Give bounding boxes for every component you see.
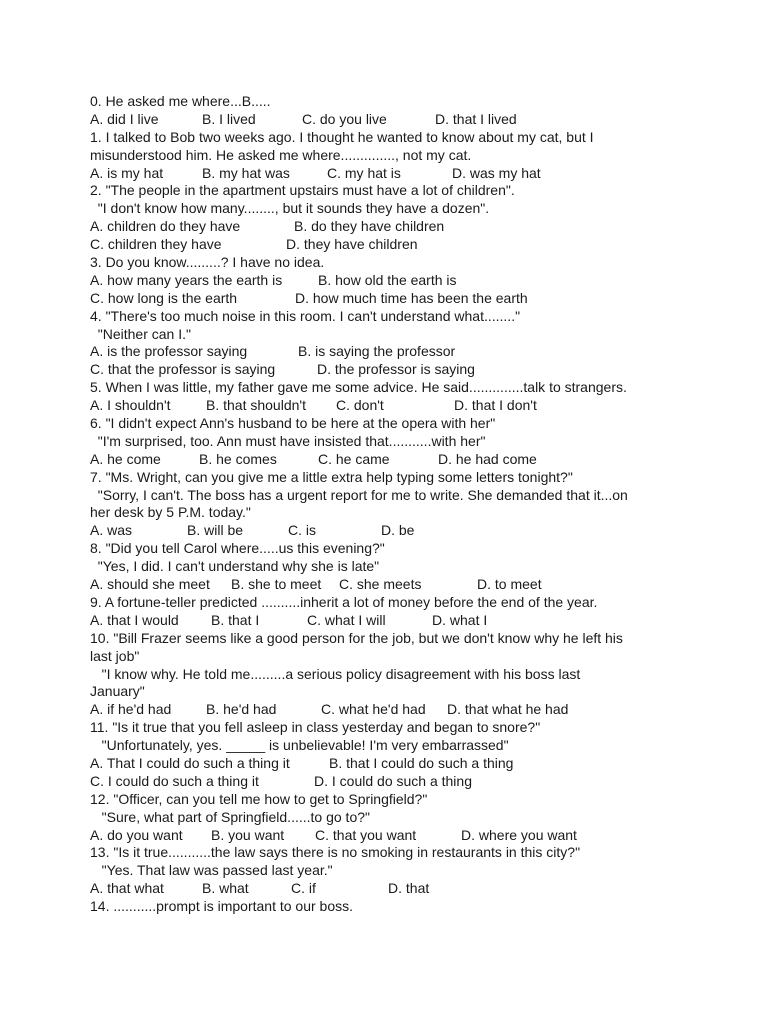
answer-options-row: [90, 343, 700, 361]
answer-option: A. is the professor saying: [90, 343, 248, 360]
question-text-line: her desk by 5 P.M. today.": [90, 504, 251, 521]
answer-option: A. was: [90, 522, 133, 539]
answer-option: D. he had come: [438, 450, 537, 467]
answer-option: C. children they have: [90, 236, 222, 253]
question-text-line: 14. ...........prompt is important to our boss.: [90, 898, 353, 915]
question-text-line: "I don't know how many........, but it sounds they have a dozen".: [90, 200, 490, 217]
answer-options-row: [90, 827, 700, 845]
answer-option: C. what he'd had: [321, 701, 426, 718]
question-text-line: January": [90, 683, 145, 700]
answer-options-row: [90, 612, 700, 630]
answer-options-row: [90, 361, 700, 379]
answer-option: D. that I don't: [454, 397, 537, 414]
answer-option: A. he come: [90, 450, 161, 467]
answer-option: A. is my hat: [90, 164, 164, 181]
answer-option: B. how old the earth is: [318, 271, 457, 288]
question-text-line: 12. "Officer, can you tell me how to get to Springfield?": [90, 790, 428, 807]
answer-options-row: [90, 880, 700, 898]
question-text-line: 11. "Is it true that you fell asleep in class yesterday and began to snore?": [90, 719, 541, 736]
answer-option: A. that what: [90, 880, 164, 897]
answer-option: B. will be: [187, 522, 244, 539]
answer-option: B. that I: [211, 611, 260, 628]
answer-option: D. how much time has been the earth: [295, 289, 528, 306]
answer-option: D. was my hat: [452, 164, 541, 181]
answer-option: B. that shouldn't: [206, 397, 306, 414]
question-text-line: "I know why. He told me.........a serious policy disagreement with his boss last: [90, 665, 581, 682]
answer-option: A. children do they have: [90, 218, 241, 235]
answer-option: C. if: [291, 880, 316, 897]
answer-option: B. what: [202, 880, 249, 897]
question-text-line: 5. When I was little, my father gave me some advice. He said..............talk to strangers.: [90, 379, 627, 396]
answer-option: B. he'd had: [206, 701, 277, 718]
answer-option: D. that I lived: [435, 110, 517, 127]
answer-option: C. I could do such a thing it: [90, 772, 259, 789]
answer-option: B. you want: [211, 826, 285, 843]
answer-options-row: [90, 773, 700, 791]
answer-option: D. be: [381, 522, 415, 539]
answer-option: A. should she meet: [90, 576, 210, 593]
answer-options-row: [90, 218, 700, 236]
answer-options-row: [90, 290, 700, 308]
answer-option: C. that the professor is saying: [90, 361, 276, 378]
question-text-line: 7. "Ms. Wright, can you give me a little extra help typing some letters tonight?": [90, 468, 573, 485]
answer-option: C. my hat is: [327, 164, 401, 181]
answer-option: A. how many years the earth is: [90, 271, 283, 288]
answer-options-row: [90, 111, 700, 129]
question-text-line: "Neither can I.": [90, 325, 191, 342]
answer-option: C. is: [288, 522, 316, 539]
answer-option: B. is saying the professor: [298, 343, 456, 360]
answer-option: D. the professor is saying: [317, 361, 475, 378]
question-text-line: 0. He asked me where...B.....: [90, 93, 271, 109]
question-text-line: "Unfortunately, yes. _____ is unbelievable! I'm very embarrassed": [90, 737, 509, 754]
question-text-line: 9. A fortune-teller predicted ..........inherit a lot of money before the end of the year.: [90, 593, 598, 610]
answer-option: B. that I could do such a thing: [329, 754, 514, 771]
question-text-line: 13. "Is it true...........the law says there is no smoking in restaurants in this city?": [90, 844, 581, 861]
exercise-document: [90, 93, 700, 916]
answer-option: A. do you want: [90, 826, 183, 843]
answer-options-row: [90, 576, 700, 594]
answer-options-row: [90, 236, 700, 254]
question-text-line: 2. "The people in the apartment upstairs must have a lot of children".: [90, 182, 515, 199]
question-text-line: "Yes. That law was passed last year.": [90, 862, 333, 879]
answer-option: B. she to meet: [231, 576, 322, 593]
answer-option: C. don't: [336, 397, 384, 414]
question-text-line: 3. Do you know.........? I have no idea.: [90, 254, 325, 271]
question-text-line: misunderstood him. He asked me where.............., not my cat.: [90, 146, 472, 163]
answer-option: D. I could do such a thing: [314, 772, 472, 789]
question-text-line: 8. "Did you tell Carol where.....us this evening?": [90, 540, 385, 557]
answer-options-row: [90, 701, 700, 719]
answer-option: B. he comes: [199, 450, 277, 467]
answer-option: D. to meet: [477, 576, 542, 593]
question-text-line: 4. "There's too much noise in this room. I can't understand what........": [90, 307, 521, 324]
answer-option: A. did I live: [90, 110, 159, 127]
answer-option: D. what I: [432, 611, 488, 628]
answer-option: A. I shouldn't: [90, 397, 171, 414]
answer-option: C. that you want: [315, 826, 417, 843]
answer-options-row: [90, 755, 700, 773]
answer-option: B. I lived: [202, 110, 256, 127]
answer-options-row: [90, 397, 700, 415]
question-text-line: last job": [90, 647, 140, 664]
answer-option: D. they have children: [286, 236, 418, 253]
answer-option: B. do they have children: [294, 218, 445, 235]
answer-options-row: [90, 272, 700, 290]
question-text-line: 6. "I didn't expect Ann's husband to be here at the opera with her": [90, 415, 496, 432]
answer-options-row: [90, 165, 700, 183]
answer-options-row: [90, 522, 700, 540]
question-text-line: "Yes, I did. I can't understand why she is late": [90, 558, 380, 575]
question-text-line: "Sure, what part of Springfield......to go to?": [90, 808, 370, 825]
answer-option: A. if he'd had: [90, 701, 172, 718]
answer-option: D. that: [388, 880, 430, 897]
answer-option: D. that what he had: [447, 701, 569, 718]
answer-option: B. my hat was: [202, 164, 290, 181]
answer-options-row: [90, 451, 700, 469]
answer-option: C. he came: [318, 450, 390, 467]
question-text-line: 1. I talked to Bob two weeks ago. I thought he wanted to know about my cat, but I: [90, 128, 594, 145]
question-text-line: 10. "Bill Frazer seems like a good person for the job, but we don't know why he left his: [90, 629, 623, 646]
answer-option: D. where you want: [461, 826, 577, 843]
answer-option: C. do you live: [302, 110, 387, 127]
answer-option: C. she meets: [339, 576, 422, 593]
answer-option: A. That I could do such a thing it: [90, 754, 290, 771]
question-text-line: "I'm surprised, too. Ann must have insisted that...........with her": [90, 432, 486, 449]
answer-option: C. what I will: [307, 611, 386, 628]
answer-option: A. that I would: [90, 611, 179, 628]
answer-option: C. how long is the earth: [90, 289, 238, 306]
question-text-line: "Sorry, I can't. The boss has a urgent report for me to write. She demanded that it...on: [90, 486, 628, 503]
